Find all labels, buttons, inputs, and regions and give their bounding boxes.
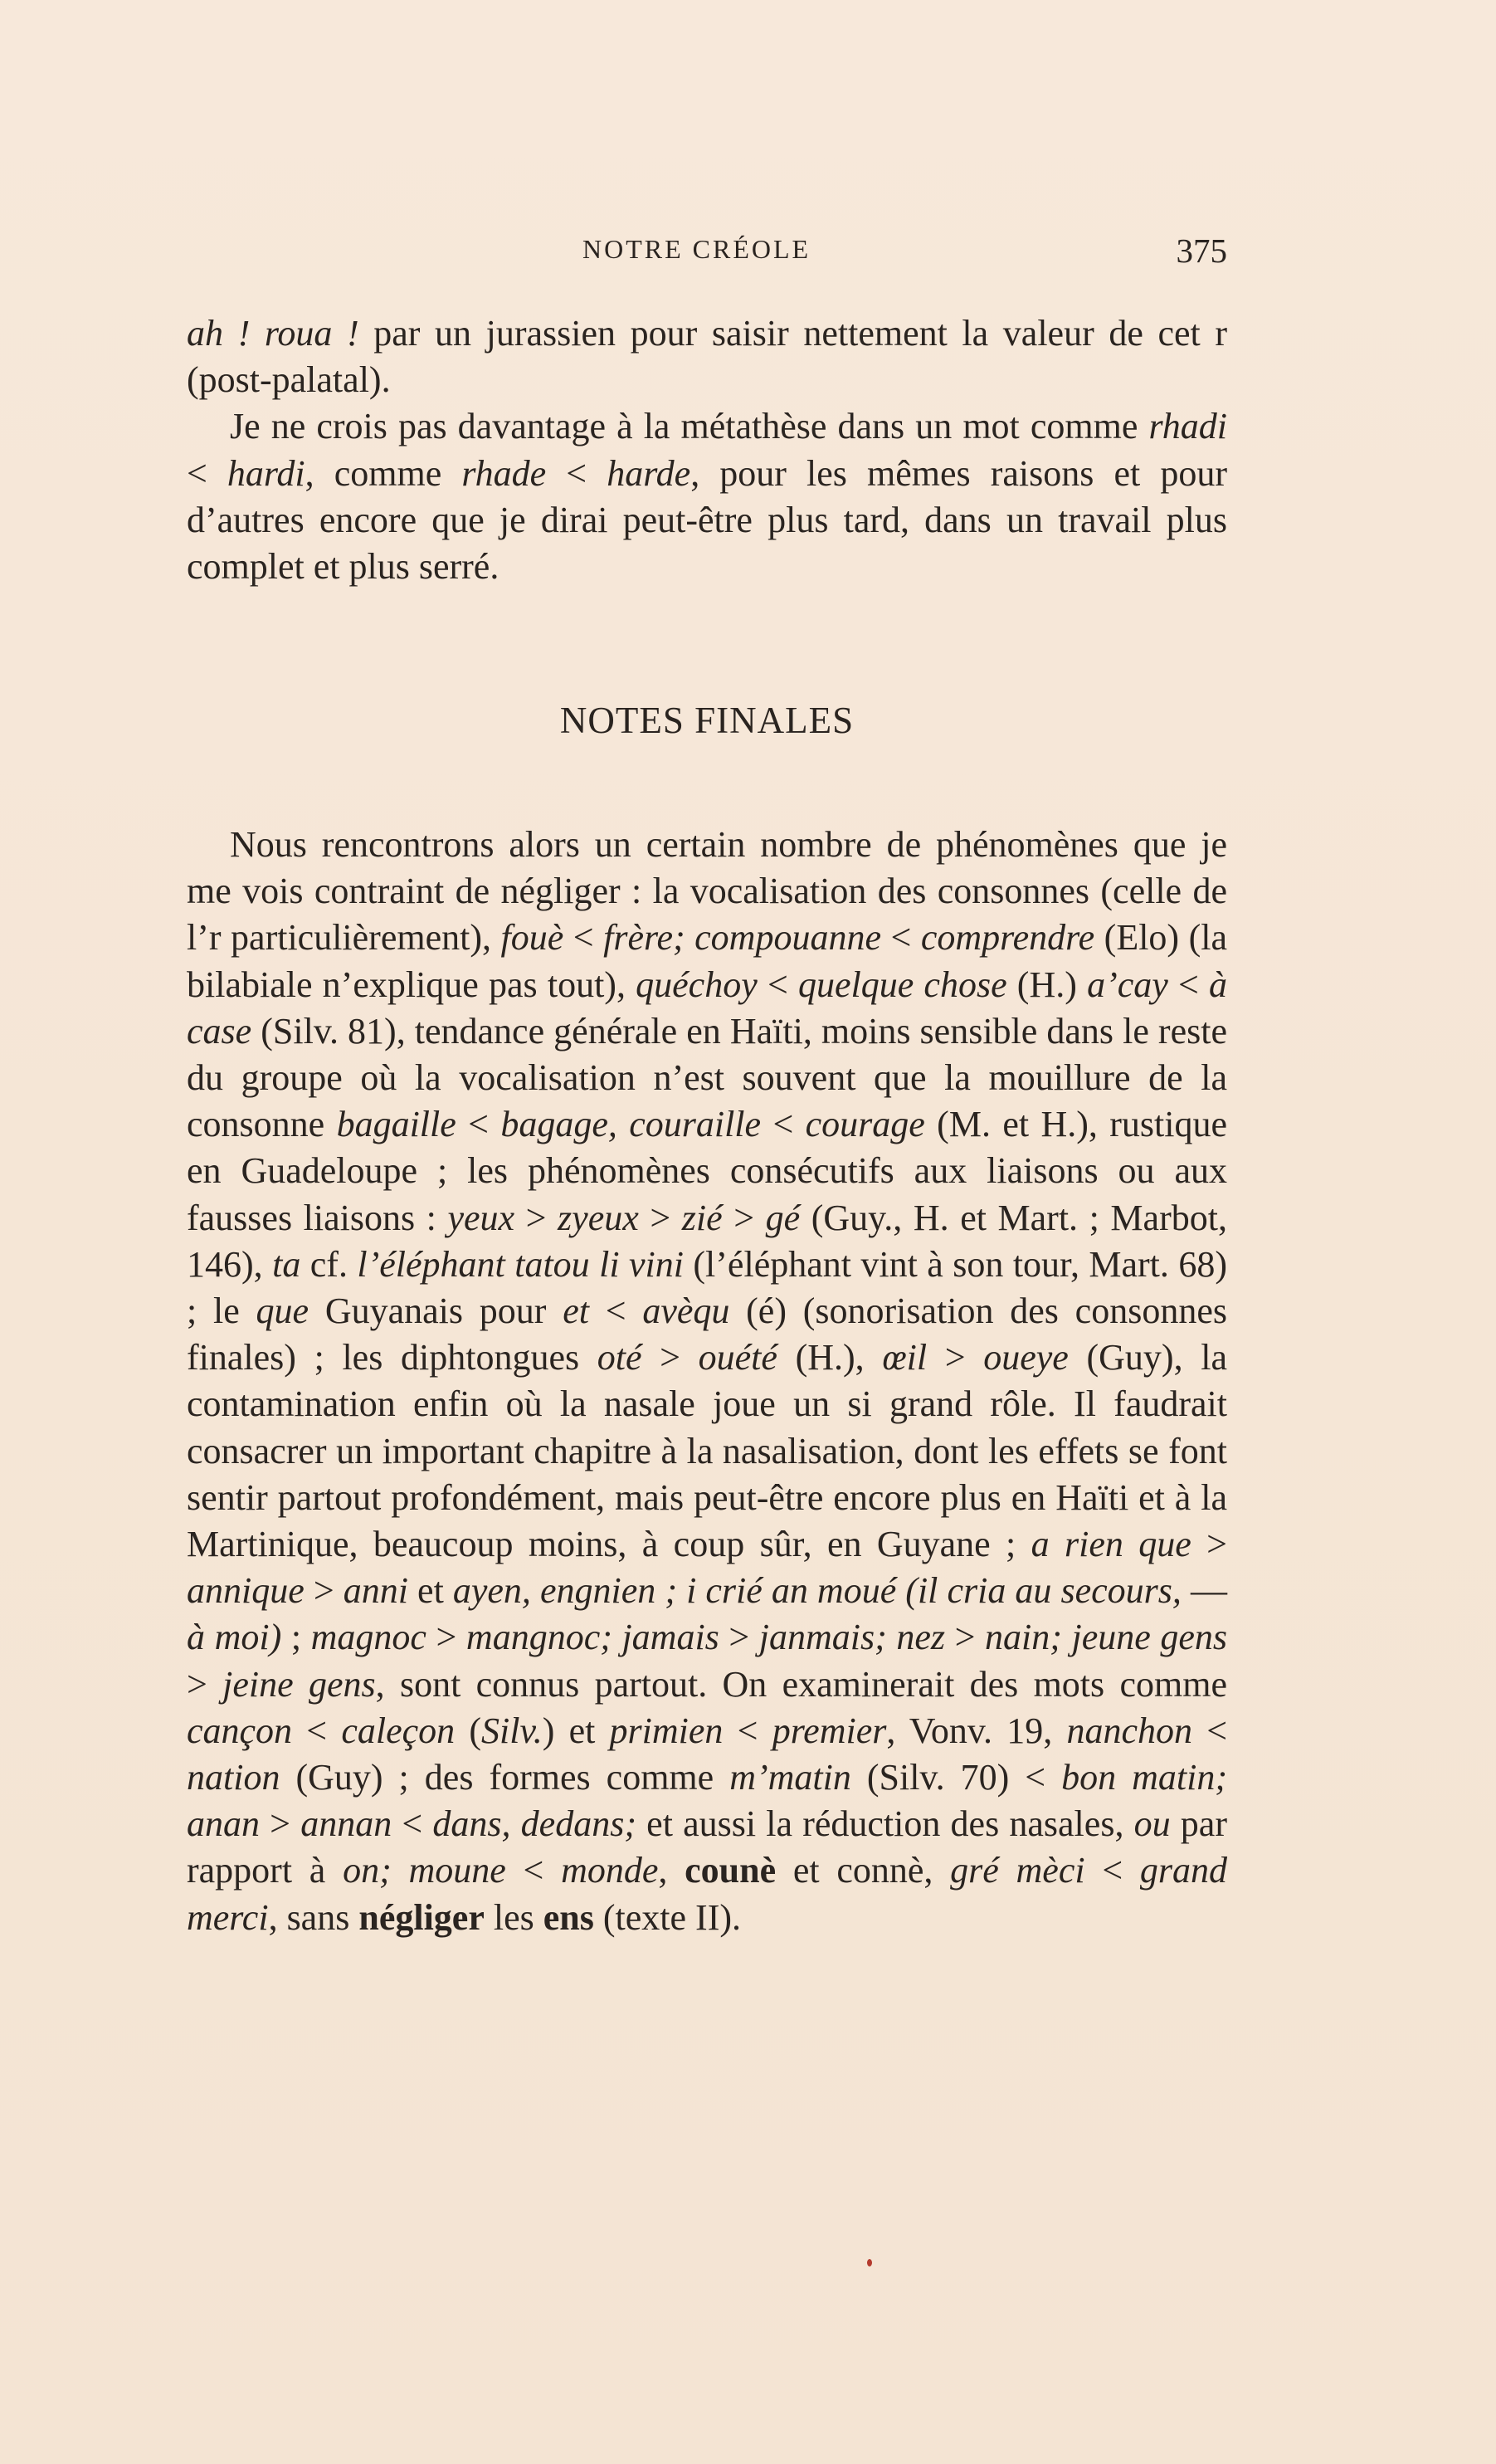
text-span: ens [543, 1896, 594, 1938]
text-span: dans, dedans; [432, 1803, 636, 1845]
text-span: > [1191, 1524, 1227, 1565]
text-span: zié [681, 1197, 723, 1238]
text-span: < [546, 452, 607, 494]
text-span: > [638, 1197, 682, 1238]
text-span: , comme [305, 452, 462, 494]
text-span: oueye [983, 1337, 1069, 1378]
text-span: grand merci [187, 1850, 1227, 1938]
text-span: bon matin; anan [187, 1757, 1227, 1845]
text-span: par rapport à [187, 1803, 1227, 1891]
text-span: < [187, 452, 227, 494]
text-span: , Vonv. 19, [886, 1710, 1067, 1751]
text-span: caleçon [341, 1710, 456, 1751]
text-span: < [757, 964, 798, 1005]
text-span: ou [1133, 1803, 1171, 1845]
text-span: (M. et H.), rustique en Guadeloupe ; les phénomènes consécutifs aux liaisons ou aux fausses liaisons : [187, 1104, 1227, 1238]
text-span: a rien que [1031, 1524, 1191, 1565]
text-span: Nous rencontrons alors un certain nombre de phénomènes que je me vois contraint de négliger : la vocalisation des consonnes (celle de l’r particulièrement), [187, 824, 1227, 959]
text-span: > [945, 1617, 986, 1658]
text-span: oté [597, 1337, 642, 1378]
text-span: ah ! roua ! [187, 313, 359, 354]
text-span: nanchon [1066, 1710, 1192, 1751]
text-span: yeux [447, 1197, 515, 1238]
text-span: — [1181, 1570, 1227, 1612]
text-span: < [292, 1710, 342, 1751]
text-span: ; [281, 1617, 311, 1658]
text-span: rhadi [1148, 406, 1227, 447]
paragraph-1 [187, 310, 1227, 403]
text-span: zyeux [558, 1197, 639, 1238]
text-span: œil [882, 1337, 928, 1378]
text-span: nation [187, 1757, 280, 1798]
text-span: annan [300, 1803, 392, 1845]
text-span: et [563, 1291, 589, 1332]
text-span: > [260, 1803, 301, 1845]
text-span: , pour les mêmes raisons et pour d’autres encore que je dirai peut-être plus tard, dans un travail plus complet et plus serré. [187, 452, 1227, 588]
text-span: et connè, [776, 1850, 951, 1891]
text-span: ( [455, 1710, 481, 1751]
text-span: hardi [227, 452, 305, 494]
text-span: < [392, 1803, 433, 1845]
text-span: (Silv. 70) < [850, 1757, 1062, 1798]
text-span: Guyanais pour [309, 1291, 563, 1332]
text-span: l’éléphant tatou li vini [357, 1243, 684, 1285]
text-span: gé [765, 1197, 801, 1238]
text-span: Je ne crois pas davantage à la métathèse dans un mot comme [230, 406, 1149, 447]
text-span: magnoc [310, 1617, 426, 1658]
text-span: > [304, 1570, 344, 1612]
paragraph-2 [187, 403, 1227, 590]
text-span: cf. [300, 1243, 358, 1285]
text-span: > [187, 1663, 223, 1705]
text-span: (H.) [1006, 964, 1088, 1005]
text-span: avèqu [642, 1291, 730, 1332]
text-span: monde [561, 1850, 659, 1891]
text-span: > [927, 1337, 984, 1378]
text-span: Silv. [481, 1710, 543, 1751]
text-span: (é) (sonorisation des consonnes finales) ; les diphtongues [187, 1291, 1227, 1378]
text-span: par un jurassien pour saisir nettement la valeur de cet r (post-palatal). [187, 313, 1227, 401]
text-span: < [1191, 1710, 1228, 1751]
text-span: < [880, 917, 921, 959]
text-span: < [505, 1850, 562, 1891]
text-span: négliger [358, 1896, 485, 1938]
text-span: , [658, 1850, 685, 1891]
text-span: a’cay [1087, 964, 1168, 1005]
text-span: (Elo) (la bilabiale n’explique pas tout), [187, 917, 1227, 1005]
ink-fleck [867, 2259, 872, 2266]
text-span: quéchoy [636, 964, 758, 1005]
text-span: on; moune [343, 1850, 506, 1891]
text-span: < [456, 1104, 501, 1145]
text-span: (l’éléphant vint à son tour, Mart. 68) ; le [187, 1243, 1227, 1332]
text-span: anni [343, 1570, 408, 1612]
text-span: < [588, 1291, 643, 1332]
text-span: < [761, 1104, 806, 1145]
text-span: harde [607, 452, 691, 494]
text-span: que [256, 1291, 309, 1332]
text-span: (Guy., H. et Mart. ; Marbot, 146), [187, 1197, 1227, 1285]
text-span: comprendre [920, 917, 1095, 959]
text-span: ta [272, 1243, 301, 1285]
text-span: (texte II). [593, 1896, 741, 1938]
text-span: > [426, 1617, 466, 1658]
text-span: cançon [187, 1710, 293, 1751]
text-span: premier [772, 1710, 887, 1751]
text-span: à case [187, 964, 1227, 1051]
text-span: courage [805, 1104, 925, 1145]
section-heading: NOTES FINALES [559, 700, 855, 741]
text-span: m’matin [729, 1757, 851, 1798]
text-span: jeine gens [222, 1663, 376, 1705]
text-span: janmais; nez [758, 1617, 946, 1658]
text-span: , sans [268, 1896, 359, 1938]
text-span: ) et [542, 1710, 610, 1751]
text-span: > [514, 1197, 558, 1238]
text-span: counè [685, 1850, 777, 1891]
continued-paragraph [187, 310, 1227, 590]
paragraph-3 [187, 822, 1227, 1941]
running-title: NOTRE CRÉOLE [582, 234, 811, 264]
text-span: (Guy), la contamination enfin où la nasale joue un si grand rôle. Il faudrait consacrer un important chapitre à la nasalisation, dont les effets se font sentir partout profondément, mais peut-être encore plus en Haïti et à la Martinique, beaucoup moins, à coup sûr, en Guyane ; [187, 1337, 1227, 1565]
text-span: < [563, 917, 604, 959]
text-span: rhade [461, 452, 547, 494]
text-span: et [407, 1570, 453, 1612]
text-span: frère; compouanne [603, 917, 881, 959]
text-span: ouété [698, 1337, 777, 1378]
text-span: bagage, couraille [500, 1104, 762, 1145]
page-number: 375 [1176, 232, 1227, 270]
running-head [187, 231, 1227, 272]
text-span: (Silv. 81), tendance générale en Haïti, moins sensible dans le reste du groupe où la vocalisation n’est souvent que la mouillure de la consonne [187, 1010, 1227, 1145]
text-span: < [1084, 1850, 1140, 1891]
text-span: < [723, 1710, 772, 1751]
text-span: mangnoc; jamais [465, 1617, 719, 1658]
text-span: > [641, 1337, 699, 1378]
text-span: < [1167, 964, 1209, 1005]
text-span: ayen, engnien ; i crié an moué (il cria au secours, [452, 1570, 1182, 1612]
text-span: (H.), [777, 1337, 883, 1378]
text-span: à moi) [187, 1617, 282, 1658]
text-span: gré mèci [950, 1850, 1085, 1891]
text-span: les [484, 1896, 543, 1938]
text-span: fouè [500, 917, 564, 959]
text-span: nain; jeune gens [985, 1617, 1227, 1658]
text-span: (Guy) ; des formes comme [280, 1757, 730, 1798]
text-span: et aussi la réduction des nasales, [636, 1803, 1134, 1845]
text-span: primien [609, 1710, 724, 1751]
text-span: quelque chose [797, 964, 1007, 1005]
text-span: > [719, 1617, 759, 1658]
text-span: bagaille [336, 1104, 456, 1145]
text-span: , sont connus partout. On examinerait des mots comme [375, 1663, 1227, 1705]
text-span: > [722, 1197, 766, 1238]
text-span: annique [187, 1570, 305, 1612]
